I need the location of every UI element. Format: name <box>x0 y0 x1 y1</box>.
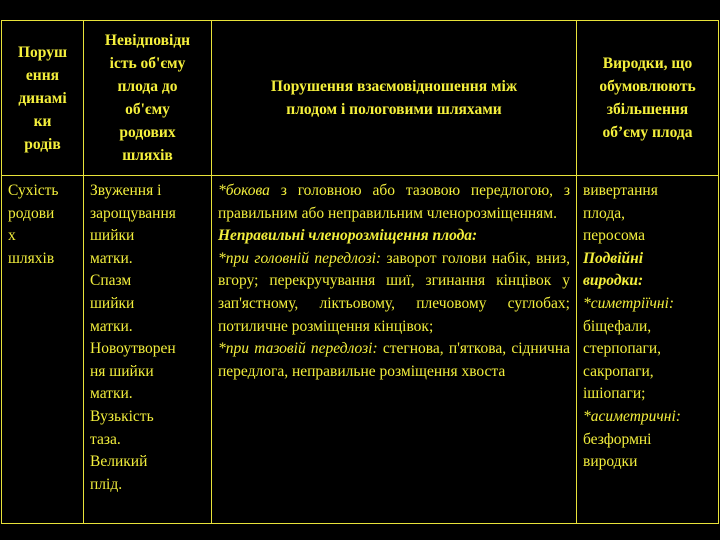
header-malformations <box>576 20 719 176</box>
text-line: матки. <box>90 385 133 403</box>
header-text <box>18 41 67 156</box>
paragraph-head-presentation <box>218 248 570 338</box>
cell-dry-birth-canal <box>1 175 84 524</box>
paragraph-pelvic-presentation <box>218 338 570 383</box>
text-line: плід. <box>90 475 123 493</box>
paragraph-lateral <box>218 180 570 225</box>
text-line: Виродки, що <box>602 55 693 72</box>
text-line: збільшення <box>606 101 689 118</box>
text-line: вивертання <box>583 182 658 199</box>
text-line: *асиметричні: <box>583 407 681 425</box>
text-line: Сухість <box>8 182 59 199</box>
cell-position-disorders <box>211 175 577 524</box>
header-dynamics-disorder <box>1 20 84 176</box>
text-line: Спазм <box>90 272 132 290</box>
text-line: матки. <box>90 317 133 335</box>
cell-causes <box>83 175 212 524</box>
text-line: Звуження і <box>90 182 162 199</box>
text-line: виродки: <box>583 272 644 290</box>
text-line: виродки <box>583 453 638 471</box>
cell-text <box>8 180 78 270</box>
text-line: шийки <box>90 294 135 312</box>
italic-term: *бокова <box>218 182 270 199</box>
text-line: перосома <box>583 227 645 245</box>
text-line: родових <box>119 124 176 141</box>
text-line: *симетріїчні: <box>583 294 675 312</box>
text-line: Невідповідн <box>104 32 191 49</box>
text-line: ішіопаги; <box>583 385 646 403</box>
text-line: біщефали, <box>583 317 652 335</box>
text-line: таза. <box>90 430 121 448</box>
subheading: Неправильні членорозміщення плода: <box>218 227 478 245</box>
text-line: Порушення взаємовідношення між <box>270 78 518 95</box>
text-line: Поруш <box>17 43 68 61</box>
text-line: шляхів <box>8 249 55 267</box>
text-line: ення <box>25 66 60 84</box>
text-line: шляхів <box>122 147 173 164</box>
text-line: плодом і пологовими шляхами <box>286 101 502 118</box>
paragraph-heading <box>218 225 570 248</box>
text-line: ки <box>33 112 52 130</box>
text-line: безформні <box>583 430 652 448</box>
header-text <box>599 52 695 144</box>
header-text <box>271 75 517 121</box>
text-line: Подвійні <box>583 249 644 267</box>
text-line: Вузькість <box>90 407 154 425</box>
text-line: сакропаги, <box>583 362 654 380</box>
text-line: стерпопаги, <box>583 340 662 358</box>
text-line: родів <box>24 135 61 153</box>
text-line: плода до <box>117 78 178 95</box>
text-line: Новоутворен <box>90 340 176 358</box>
italic-term: *при тазовій передлозі: <box>218 340 378 358</box>
text-line: родови <box>8 204 55 222</box>
text: стегнова, п'яткова, сіднична передлога, неправильне розміщення хвоста <box>218 340 570 380</box>
text-line: обумовлюють <box>599 78 696 95</box>
text-line: х <box>8 227 16 245</box>
text-line: матки. <box>90 249 133 267</box>
text-line: об’єму плода <box>602 124 693 141</box>
text: заворот голови набік, вниз, вгору; перекручування шиї, згинання кінцівок у зап'ястному, ліктьовому, плечовому суглобах; потиличне розміщення кінцівок; <box>218 249 570 335</box>
text-line: динамі <box>18 89 67 107</box>
text-line: ня шийки <box>90 362 154 380</box>
cell-text <box>583 180 713 474</box>
header-relationship-disorder <box>211 20 577 176</box>
cell-text <box>90 180 206 496</box>
text-line: Великий <box>90 453 148 471</box>
cell-malformations <box>576 175 719 524</box>
text-line: об'єму <box>125 101 170 118</box>
header-volume-mismatch <box>83 20 212 176</box>
text-line: плода, <box>583 204 625 222</box>
text-line: зарощування <box>90 204 176 222</box>
text-line: ість об'єму <box>109 55 186 72</box>
italic-term: *при головній передлозі: <box>218 249 382 267</box>
text-line: шийки <box>90 227 135 245</box>
header-text <box>105 29 190 167</box>
text: з головною або тазовою передлогою, з правильним або неправильним членорозміщенням. <box>218 182 570 222</box>
